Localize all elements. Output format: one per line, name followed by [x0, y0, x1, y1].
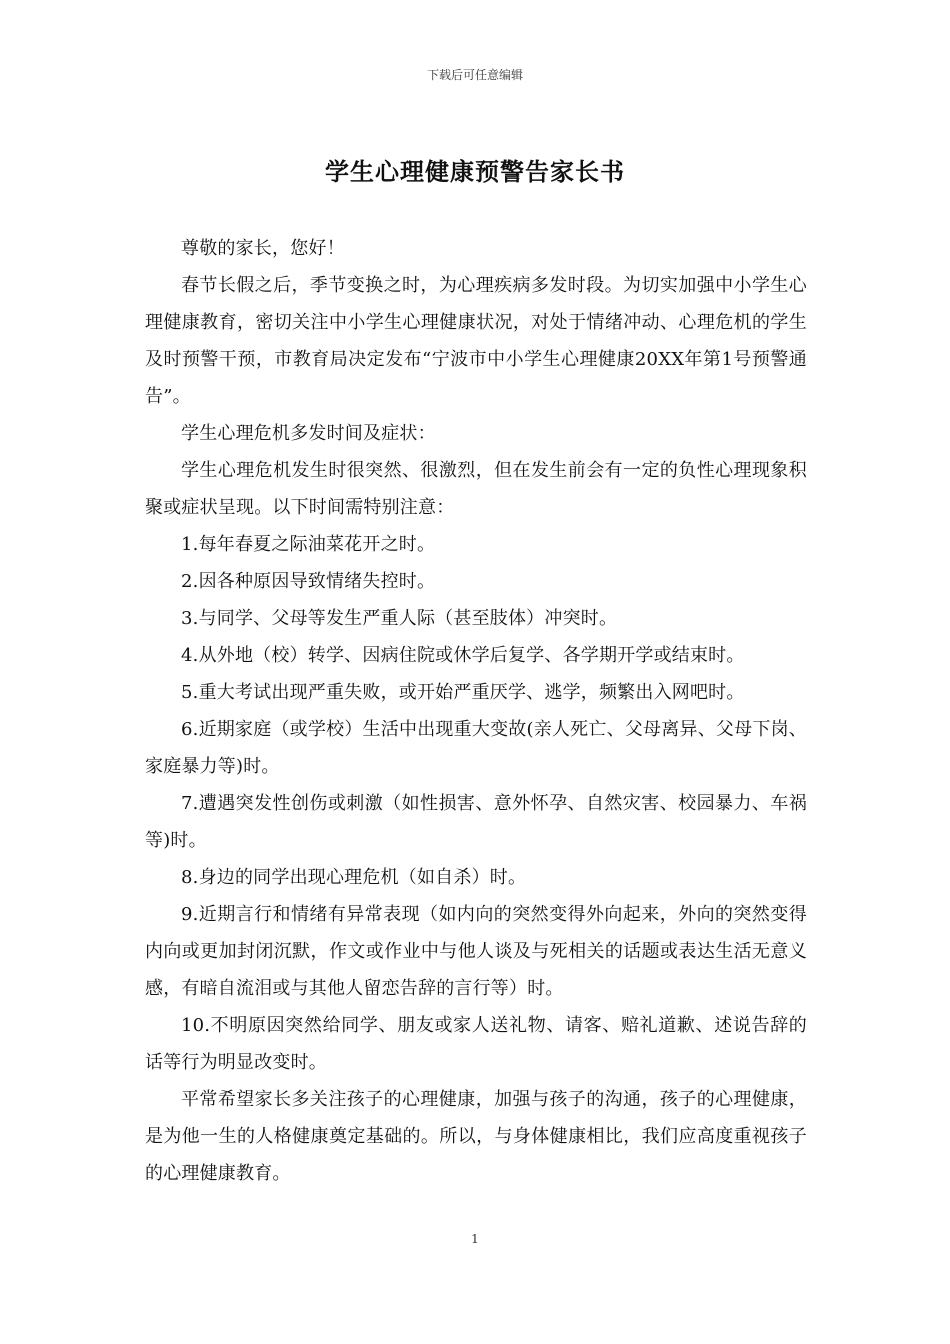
list-item-1: 1.每年春夏之际油菜花开之时。: [181, 534, 436, 555]
list-item-2: 2.因各种原因导致情绪失控时。: [181, 571, 436, 592]
list-item-7: 7.遭遇突发性创伤或刺激（如性损害、意外怀孕、自然灾害、校园暴力、车祸等)时。: [145, 793, 807, 851]
list-item-5: 5.重大考试出现严重失败，或开始严重厌学、逃学，频繁出入网吧时。: [181, 682, 745, 703]
list-item-6: 6.近期家庭（或学校）生活中出现重大变故(亲人死亡、父母离异、父母下岗、家庭暴力等)时。: [145, 719, 807, 777]
symptom-intro-paragraph: 学生心理危机发生时很突然、很激烈，但在发生前会有一定的负性心理现象积聚或症状呈现。以下时间需特别注意：: [145, 460, 807, 518]
section-heading-paragraph: 学生心理危机多发时间及症状：: [181, 423, 436, 444]
greeting-paragraph: 尊敬的家长，您好！: [181, 238, 345, 259]
page-number: 1: [471, 1232, 479, 1246]
list-item-3: 3.与同学、父母等发生严重人际（甚至肢体）冲突时。: [181, 608, 618, 629]
header-note: 下载后可任意编辑: [426, 68, 523, 82]
list-item-9: 9.近期言行和情绪有异常表现（如内向的突然变得外向起来，外向的突然变得内向或更加封闭沉默，作文或作业中与他人谈及与死相关的话题或表达生活无意义感，有暗自流泪或与其他人留恋告辞的言行等）时。: [145, 904, 807, 999]
intro-paragraph: 春节长假之后，季节变换之时，为心理疾病多发时段。为切实加强中小学生心理健康教育，密切关注中小学生心理健康状况，对处于情绪冲动、心理危机的学生及时预警干预，市教育局决定发布“宁波市中小学生心理健康20XX年第1号预警通告”。: [145, 275, 807, 407]
list-item-10: 10.不明原因突然给同学、朋友或家人送礼物、请客、赔礼道歉、述说告辞的话等行为明显改变时。: [145, 1015, 807, 1073]
list-item-8: 8.身边的同学出现心理危机（如自杀）时。: [181, 867, 527, 888]
list-item-4: 4.从外地（校）转学、因病住院或休学后复学、各学期开学或结束时。: [181, 645, 745, 666]
document-body: [145, 230, 807, 1192]
closing-paragraph: 平常希望家长多关注孩子的心理健康，加强与孩子的沟通，孩子的心理健康，是为他一生的人格健康奠定基础的。所以，与身体健康相比，我们应高度重视孩子的心理健康教育。: [145, 1089, 807, 1184]
document-title: 学生心理健康预警告家长书: [325, 157, 625, 186]
